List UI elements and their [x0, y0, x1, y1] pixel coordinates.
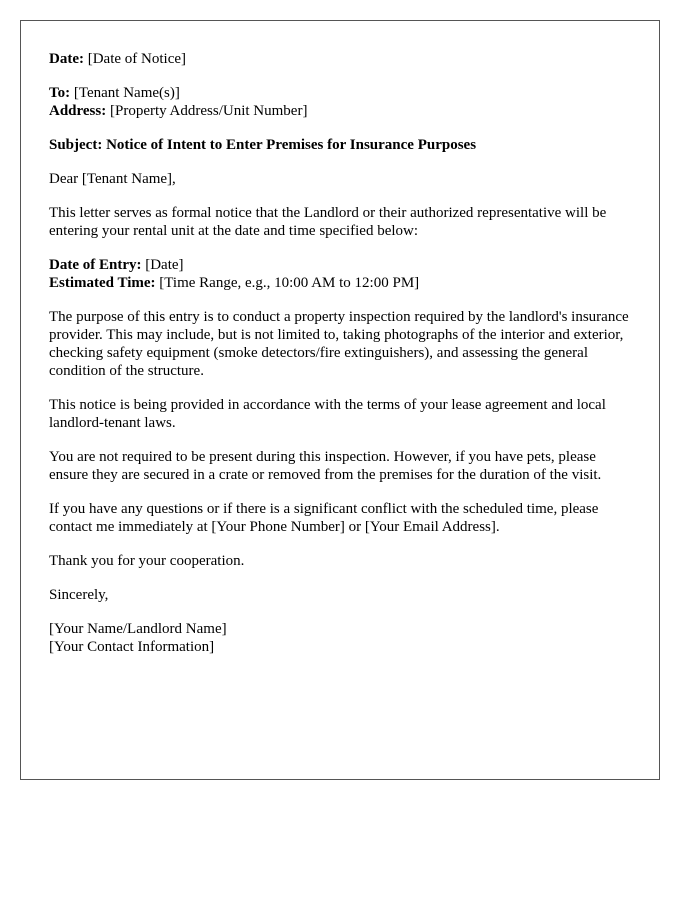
letter-page: [20, 20, 660, 780]
purpose-paragraph: The purpose of this entry is to conduct a property inspection required by the landlord's insurance provider. This may include, but is not limited to, taking photographs of the interior and exterior, checking safety equipment (smoke detectors/fire extinguishers), and assessing the general condition of the structure.: [49, 309, 629, 379]
entry-date-value: [Date]: [145, 257, 184, 273]
notice-date-line: [49, 50, 631, 68]
legal-notice-paragraph: This notice is being provided in accordance with the terms of your lease agreement and local landlord-tenant laws.: [49, 397, 606, 431]
recipient-block: [49, 84, 631, 120]
presence-paragraph: You are not required to be present during this inspection. However, if you have pets, please ensure they are secured in a crate or removed from the premises for the duration of the visit.: [49, 449, 602, 483]
to-label: To:: [49, 85, 71, 101]
signer-contact: [Your Contact Information]: [49, 639, 215, 655]
intro-paragraph: This letter serves as formal notice that the Landlord or their authorized representative will be entering your rental unit at the date and time specified below:: [49, 205, 607, 239]
entry-date-label: Date of Entry:: [49, 257, 142, 273]
estimated-time-line: [49, 274, 631, 292]
estimated-time-label: Estimated Time:: [49, 275, 156, 291]
to-line: [49, 84, 631, 102]
closing-line: Sincerely,: [49, 587, 109, 603]
address-value: [Property Address/Unit Number]: [109, 103, 308, 119]
salutation: Dear [Tenant Name],: [49, 171, 176, 187]
estimated-time-value: [Time Range, e.g., 10:00 AM to 12:00 PM]: [159, 275, 420, 291]
signer-name: [Your Name/Landlord Name]: [49, 621, 227, 637]
signature-block: [49, 620, 631, 656]
to-value: [Tenant Name(s)]: [73, 85, 180, 101]
entry-details: [49, 256, 631, 292]
address-label: Address:: [49, 103, 107, 119]
contact-paragraph: If you have any questions or if there is a significant conflict with the scheduled time, please contact me immediately at [Your Phone Number] or [Your Email Address].: [49, 501, 599, 535]
thanks-line: Thank you for your cooperation.: [49, 553, 245, 569]
entry-date-line: [49, 256, 631, 274]
date-label: Date:: [49, 51, 84, 67]
subject-line: Subject: Notice of Intent to Enter Premises for Insurance Purposes: [49, 137, 477, 153]
date-value: [Date of Notice]: [87, 51, 187, 67]
address-line: [49, 102, 631, 120]
